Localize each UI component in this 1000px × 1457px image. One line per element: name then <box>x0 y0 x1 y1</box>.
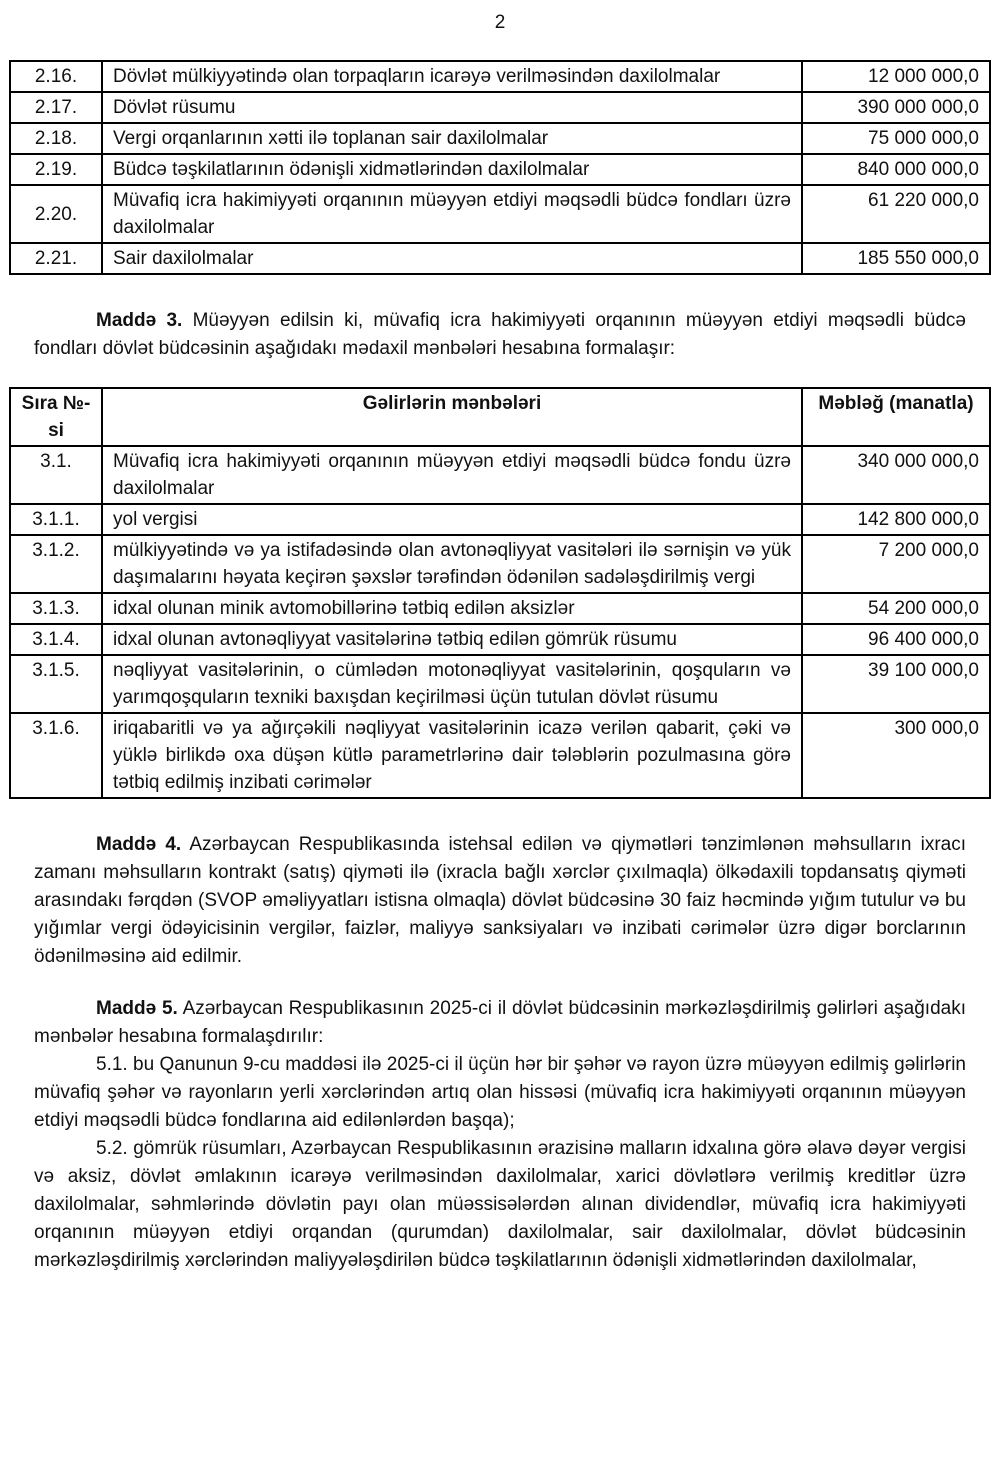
budget-revenues-table-continuation <box>9 60 991 275</box>
row-amount-cell: 300 000,0 <box>802 713 990 798</box>
row-number-cell: 3.1.4. <box>10 624 102 655</box>
table-row <box>10 185 990 243</box>
table-row <box>10 92 990 123</box>
row-number-cell: 3.1.3. <box>10 593 102 624</box>
article-5-item-5-1: 5.1. bu Qanunun 9-cu maddəsi ilə 2025-ci il üçün hər bir şəhər və rayon üzrə müəyyən edilmiş gəlirlərin müvafiq şəhər və rayonların yerli xərclərindən artıq olan hissəsi (müvafiq icra hakimiyyəti orqanının müəyyən etdiyi məqsədli büdcə fondlarına aid edilənlərdən başqa); <box>34 1054 966 1131</box>
row-amount-cell: 142 800 000,0 <box>802 504 990 535</box>
row-number-cell: 2.17. <box>10 92 102 123</box>
header-sira-no: Sıra №-si <box>10 388 102 446</box>
row-description-cell: Dövlət rüsumu <box>102 92 802 123</box>
row-amount-cell: 185 550 000,0 <box>802 243 990 274</box>
row-description-cell: yol vergisi <box>102 504 802 535</box>
article-3-text: Müəyyən edilsin ki, müvafiq icra hakimiyyəti orqanının müəyyən etdiyi məqsədli büdcə fondları dövlət büdcəsinin aşağıdakı mədaxil mənbələri hesabına formalaşır: <box>34 310 966 359</box>
row-description-cell: mülkiyyətində və ya istifadəsində olan avtonəqliyyat vasitələri ilə sərnişin və yük daşımalarını həyata keçirən şəxslər tərəfindən ödənilən sadələşdirilmiş vergi <box>102 535 802 593</box>
article-4-text: Azərbaycan Respublikasında istehsal edilən və qiymətləri tənzimlənən məhsulların ixracı zamanı məhsulların kontrakt (satış) qiyməti ilə (ixracla bağlı xərclər çıxılmaqla) ölkədaxili topdansatış qiyməti arasındakı fərqdən (SVOP əməliyyatları istisna olmaqla) dövlət büdcəsinə 30 faiz həcmində yığım tutulur və bu yığımlar vergi ödəyicisinin vergilər, faizlər, maliyyə sanksiyaları və inzibati cərimələr üzrə digər borclarının ödənilməsinə aid edilmir. <box>34 834 966 967</box>
row-description-cell: Büdcə təşkilatlarının ödənişli xidmətlərindən daxilolmalar <box>102 154 802 185</box>
article-5-paragraph <box>34 995 966 1051</box>
table-row <box>10 713 990 798</box>
row-number-cell: 3.1.1. <box>10 504 102 535</box>
table-row <box>10 624 990 655</box>
header-gelirlerin-menbeleri: Gəlirlərin mənbələri <box>102 388 802 446</box>
table-header-row <box>10 388 990 446</box>
row-number-cell: 3.1. <box>10 446 102 504</box>
row-amount-cell: 12 000 000,0 <box>802 61 990 92</box>
table-row <box>10 535 990 593</box>
table-row <box>10 655 990 713</box>
row-amount-cell: 390 000 000,0 <box>802 92 990 123</box>
row-description-cell: idxal olunan minik avtomobillərinə tətbiq edilən aksizlər <box>102 593 802 624</box>
row-description-cell: Vergi orqanlarının xətti ilə toplanan sair daxilolmalar <box>102 123 802 154</box>
row-description-cell: Sair daxilolmalar <box>102 243 802 274</box>
header-mebleg-manatla: Məbləğ (manatla) <box>802 388 990 446</box>
article-4-paragraph <box>34 831 966 971</box>
row-amount-cell: 39 100 000,0 <box>802 655 990 713</box>
row-amount-cell: 75 000 000,0 <box>802 123 990 154</box>
row-number-cell: 3.1.6. <box>10 713 102 798</box>
article-5-text: Azərbaycan Respublikasının 2025-ci il dövlət büdcəsinin mərkəzləşdirilmiş gəlirləri aşağıdakı mənbələr hesabına formalaşdırılır: <box>34 998 966 1047</box>
table-row <box>10 243 990 274</box>
row-number-cell: 3.1.5. <box>10 655 102 713</box>
row-description-cell: Dövlət mülkiyyətində olan torpaqların icarəyə verilməsindən daxilolmalar <box>102 61 802 92</box>
table-row <box>10 504 990 535</box>
article-3-paragraph <box>34 307 966 363</box>
table-row <box>10 123 990 154</box>
row-description-cell: nəqliyyat vasitələrinin, o cümlədən motonəqliyyat vasitələrinin, qoşquların və yarımqoşquların texniki baxışdan keçirilməsi üçün tutulan dövlət rüsumu <box>102 655 802 713</box>
table-row <box>10 154 990 185</box>
row-description-cell: Müvafiq icra hakimiyyəti orqanının müəyyən etdiyi məqsədli büdcə fondları üzrə daxilolmalar <box>102 185 802 243</box>
row-amount-cell: 340 000 000,0 <box>802 446 990 504</box>
table-row <box>10 61 990 92</box>
spacer <box>0 363 1000 387</box>
row-amount-cell: 61 220 000,0 <box>802 185 990 243</box>
row-number-cell: 2.21. <box>10 243 102 274</box>
table-row <box>10 446 990 504</box>
article-3-label: Maddə 3. <box>96 310 183 331</box>
row-number-cell: 2.19. <box>10 154 102 185</box>
row-amount-cell: 840 000 000,0 <box>802 154 990 185</box>
row-number-cell: 2.16. <box>10 61 102 92</box>
row-description-cell: Müvafiq icra hakimiyyəti orqanının müəyyən etdiyi məqsədli büdcə fondu üzrə daxilolmalar <box>102 446 802 504</box>
article-5-item-5-2: 5.2. gömrük rüsumları, Azərbaycan Respublikasının ərazisinə malların idxalına görə əlavə dəyər vergisi və aksiz, dövlət əmlakının icarəyə verilməsindən daxilolmalar, xarici dövlətlərə verilmiş kreditlər üzrə daxilolmalar, səhmlərində dövlətin payı olan müəssisələrdən alınan dividendlər, müvafiq icra hakimiyyəti orqanının müəyyən etdiyi orqandan (qurumdan) daxilolmalar, sair daxilolmalar, dövlət büdcəsinin mərkəzləşdirilmiş xərclərindən maliyyələşdirilən büdcə təşkilatlarının ödənişli xidmətlərindən daxilolmalar, <box>34 1138 966 1271</box>
row-amount-cell: 54 200 000,0 <box>802 593 990 624</box>
row-description-cell: idxal olunan avtonəqliyyat vasitələrinə tətbiq edilən gömrük rüsumu <box>102 624 802 655</box>
article-4-label: Maddə 4. <box>96 834 182 855</box>
row-number-cell: 2.20. <box>10 185 102 243</box>
revenue-sources-table <box>9 387 991 799</box>
row-amount-cell: 96 400 000,0 <box>802 624 990 655</box>
row-number-cell: 2.18. <box>10 123 102 154</box>
table-row <box>10 593 990 624</box>
row-amount-cell: 7 200 000,0 <box>802 535 990 593</box>
page-number: 2 <box>494 12 506 33</box>
row-number-cell: 3.1.2. <box>10 535 102 593</box>
row-description-cell: iriqabaritli və ya ağırçəkili nəqliyyat vasitələrinin icazə verilən qabarit, çəki və yüklə birlikdə oxa düşən kütlə parametrlərinə dair tələblərin pozulmasına görə tətbiq edilmiş inzibati cərimələr <box>102 713 802 798</box>
article-5-label: Maddə 5. <box>96 998 178 1019</box>
